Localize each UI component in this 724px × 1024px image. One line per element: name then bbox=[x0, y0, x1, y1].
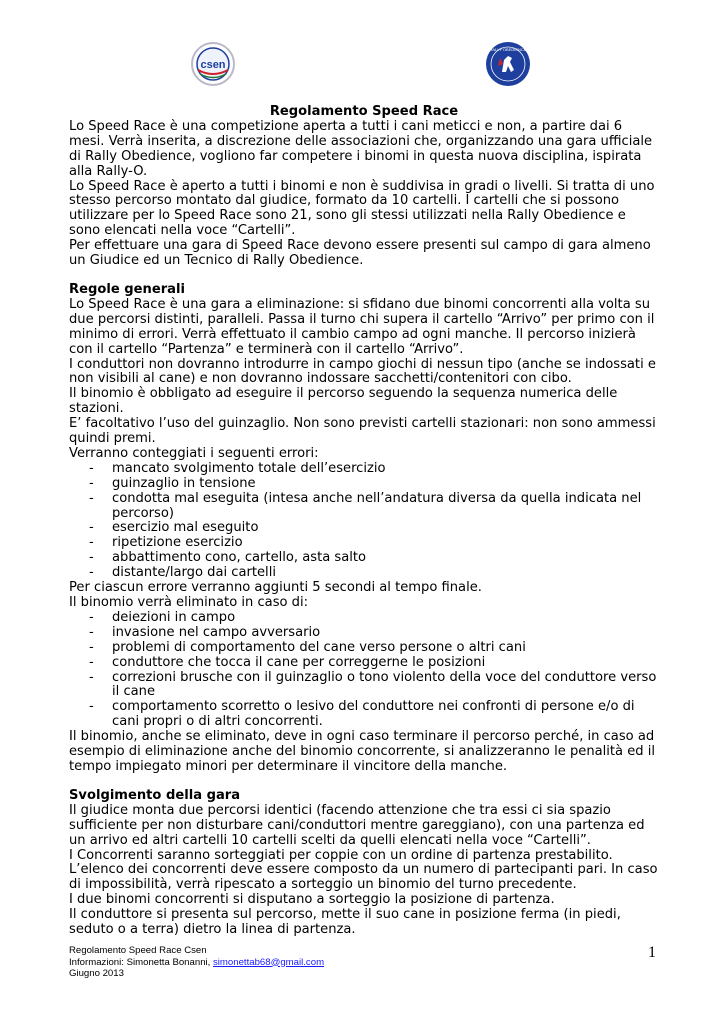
csen-logo bbox=[190, 40, 236, 88]
elimination-list bbox=[69, 611, 659, 730]
intro-paragraph: Lo Speed Race è una competizione aperta a tutti i cani meticci e non, a partire dai 6 mesi. Verrà inserita, a discrezione delle associazioni che, organizzando una gara ufficiale di Rally Obedience, vogliono far competere i binomi in questa nuova disciplina, ispirata alla Rally-O. bbox=[69, 118, 653, 179]
procedure-paragraph: Il giudice monta due percorsi identici (facendo attenzione che tra essi ci sia spazio sufficiente per non disturbare cani/conduttori mentre gareggiano), con una partenza ed un arrivo ed altri cartelli 10 cartelli scelti da quelli elencati nella voce “Cartelli”. bbox=[69, 802, 645, 848]
list-item: - conduttore che tocca il cane per correggerne le posizioni bbox=[69, 656, 659, 671]
list-item: - mancato svolgimento totale dell’esercizio bbox=[69, 462, 659, 477]
rules-paragraph: I conduttori non dovranno introdurre in campo giochi di nessun tipo (anche se indossati e non visibili al cane) e non dovranno indossare sacchetti/contenitori con cibo. bbox=[69, 356, 656, 387]
section-heading-svolgimento: Svolgimento della gara bbox=[69, 787, 241, 803]
list-item: - deiezioni in campo bbox=[69, 611, 659, 626]
intro-paragraph: Per effettuare una gara di Speed Race devono essere presenti sul campo di gara almeno un Giudice ed un Tecnico di Rally Obedience. bbox=[69, 238, 651, 269]
svg-text:csen: csen bbox=[200, 59, 226, 71]
document-body bbox=[69, 105, 659, 938]
rules-paragraph: Il binomio è obbligato ad eseguire il percorso seguendo la sequenza numerica delle stazioni. bbox=[69, 386, 618, 417]
section-heading-regole: Regole generali bbox=[69, 281, 185, 297]
list-item: - distante/largo dai cartelli bbox=[69, 566, 659, 581]
list-item: - invasione nel campo avversario bbox=[69, 626, 659, 641]
list-item: - condotta mal eseguita (intesa anche nell’andatura diversa da quella indicata nel percorso) bbox=[69, 492, 659, 522]
page-number: 1 bbox=[648, 944, 656, 961]
footer-title: Regolamento Speed Race Csen bbox=[69, 945, 207, 956]
footer-contact-label: Informazioni: Simonetta Bonanni, bbox=[69, 956, 213, 968]
elimination-intro: Il binomio verrà eliminato in caso di: bbox=[69, 595, 309, 610]
intro-paragraph: Lo Speed Race è aperto a tutti i binomi e non è suddivisa in gradi o livelli. Si tratta di uno stesso percorso montato dal giudice, formato da 10 cartelli. I cartelli che si possono utilizzare per lo Speed Race sono 21, sono gli stessi utilizzati nella Rally Obedience e sono elencati nella voce “Cartelli”. bbox=[69, 178, 655, 239]
procedure-paragraph: I Concorrenti saranno sorteggiati per coppie con un ordine di partenza prestabilito. L’elenco dei concorrenti deve essere composto da un numero di partecipanti pari. In caso di impossibilità, verrà ripescato a sorteggio un binomio del turno precedente. bbox=[69, 847, 658, 893]
list-item: - comportamento scorretto o lesivo del conduttore nei confronti di persone e/o di cani propri o di altri concorrenti. bbox=[69, 700, 659, 730]
page-title: Regolamento Speed Race bbox=[269, 104, 459, 119]
penalty-text: Per ciascun errore verranno aggiunti 5 secondi al tempo finale. bbox=[69, 580, 482, 596]
list-item: - ripetizione esercizio bbox=[69, 536, 659, 551]
email-link[interactable]: simonettab68@gmail.com bbox=[213, 956, 325, 968]
rules-paragraph: Verranno conteggiati i seguenti errori: bbox=[69, 445, 319, 461]
rules-paragraph: Lo Speed Race è una gara a eliminazione: si sfidano due binomi concorrenti alla volta su due percorsi distinti, paralleli. Passa il turno chi supera il cartello “Arrivo” per primo con il minimo di errori. Verrà effettuato il cambio campo ad ogni manche. Il percorso inizierà con il cartello “Partenza” e terminerà con il cartello “Arrivo”. bbox=[69, 296, 655, 357]
list-item: - problemi di comportamento del cane verso persone o altri cani bbox=[69, 641, 659, 656]
list-item: - esercizio mal eseguito bbox=[69, 521, 659, 536]
footer-contact bbox=[69, 957, 324, 969]
list-item: - guinzaglio in tensione bbox=[69, 477, 659, 492]
rally-obedience-logo bbox=[484, 40, 532, 88]
list-item: - correzioni brusche con il guinzaglio o tono violento della voce del conduttore verso il cane bbox=[69, 671, 659, 701]
page-footer bbox=[69, 945, 324, 980]
footer-date: Giugno 2013 bbox=[69, 968, 124, 980]
svg-text:RALLY OBEDIENCE: RALLY OBEDIENCE bbox=[489, 47, 527, 52]
errors-list bbox=[69, 462, 659, 581]
rules-paragraph: E’ facoltativo l’uso del guinzaglio. Non sono previsti cartelli stazionari: non sono ammessi quindi premi. bbox=[69, 416, 656, 447]
list-item: - abbattimento cono, cartello, asta salto bbox=[69, 551, 659, 566]
rules-closing-paragraph: Il binomio, anche se eliminato, deve in ogni caso terminare il percorso perché, in caso ad esempio di eliminazione anche del binomio concorrente, si analizzeranno le penalità ed il tempo impiegato minori per determinare il vincitore della manche. bbox=[69, 729, 656, 774]
procedure-paragraph: Il conduttore si presenta sul percorso, mette il suo cane in posizione ferma (in piedi, seduto o a terra) dietro la linea di partenza. bbox=[69, 907, 621, 938]
procedure-paragraph: I due binomi concorrenti si disputano a sorteggio la posizione di partenza. bbox=[69, 892, 555, 908]
